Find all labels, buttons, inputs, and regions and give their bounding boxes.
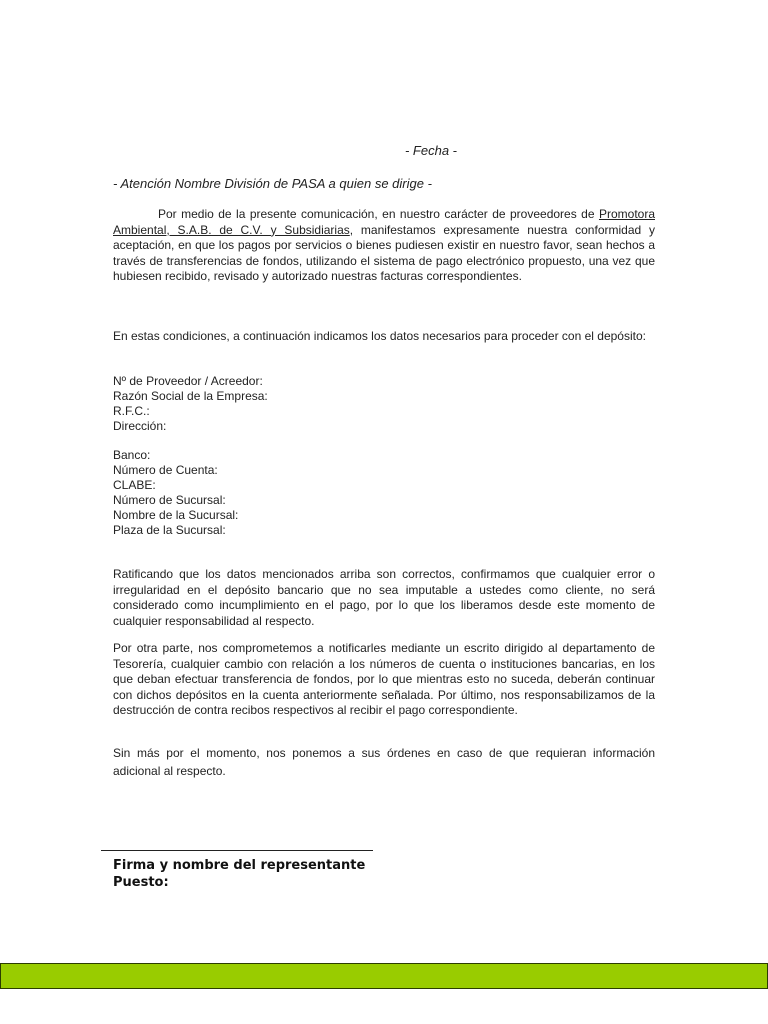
attention-line: - Atención Nombre División de PASA a quien se dirige - [113,176,432,191]
date-placeholder: - Fecha - [404,143,457,158]
field-account-number: Número de Cuenta: [113,463,218,477]
company-fields-list [113,374,268,434]
commitment-paragraph: Por otra parte, nos comprometemos a notificarles mediante un escrito dirigido al departamento de Tesorería, cualquier cambio con relación a los números de cuenta o instituciones bancarias, en los que deban efectuar transferencia de fondos, por lo que mientras esto no suceda, deberán continuar con dichos depósitos en la cuenta anteriormente señalada. Por último, nos responsabilizamos de la destrucción de contra recibos respectivos al recibir el pago correspondiente. [113,641,655,717]
ratification-paragraph: Ratificando que los datos mencionados arriba son correctos, confirmamos que cualquier error o irregularidad en el depósito bancario que no sea imputable a ustedes como cliente, no será considerado como incumplimiento en el pago, por lo que los liberamos desde este momento de cualquier responsabilidad al respecto. [113,567,655,628]
field-bank: Banco: [113,448,151,462]
signature-position-label: Puesto: [113,875,169,890]
footer-green-bar [0,963,768,989]
conditions-paragraph: En estas condiciones, a continuación indicamos los datos necesarios para proceder con el depósito: [113,329,646,343]
intro-paragraph [113,207,655,285]
closing-paragraph: Sin más por el momento, nos ponemos a sus órdenes en caso de que requieran información adicional al respecto. [113,746,655,778]
field-branch-city: Plaza de la Sucursal: [113,523,226,537]
field-branch-number: Número de Sucursal: [113,493,226,507]
field-supplier-number: Nº de Proveedor / Acreedor: [113,374,263,388]
signature-block [113,857,365,891]
field-clabe: CLABE: [113,478,156,492]
bank-fields-list [113,448,238,538]
signature-name-label: Firma y nombre del representante [113,858,366,873]
company-name: Promotora Ambiental, S.A.B. de C.V. y Subsidiarias [113,207,655,237]
field-rfc: R.F.C.: [113,404,150,418]
intro-text-before: Por medio de la presente comunicación, en nuestro carácter de proveedores de [158,207,599,221]
signature-line [101,850,373,851]
field-business-name: Razón Social de la Empresa: [113,389,268,403]
field-address: Dirección: [113,419,167,433]
field-branch-name: Nombre de la Sucursal: [113,508,239,522]
intro-text-after: , manifestamos expresamente nuestra conformidad y aceptación, en que los pagos por servicios o bienes pudiesen existir en nuestro favor, sean hechos a través de transferencias de fondos, utilizando el sistema de pago electrónico propuesto, una vez que hubiesen recibido, revisado y autorizado nuestras facturas correspondientes. [113,222,655,283]
